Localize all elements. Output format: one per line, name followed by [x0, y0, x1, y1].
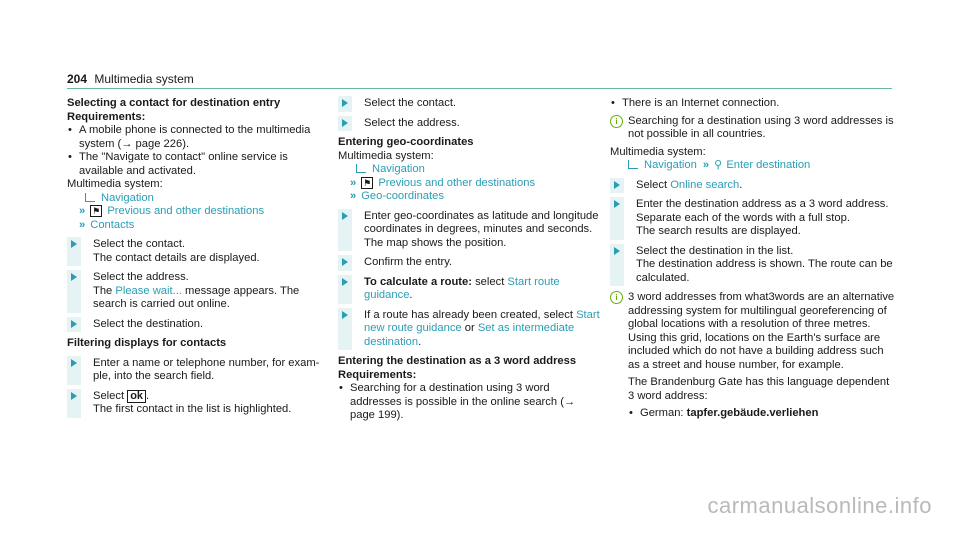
start-route-guidance-link: Start route guidance [364, 275, 560, 301]
heading-contact-entry: Selecting a contact for destination entry [67, 97, 281, 109]
heading-3word: Entering the destination as a 3 word address [338, 355, 577, 367]
header-rule [67, 88, 892, 89]
menu-label: Multimedia system: [67, 178, 163, 190]
column-1 [67, 97, 325, 423]
chevron-right-icon: » [350, 190, 357, 202]
step-confirm: Confirm the entry. [338, 256, 600, 270]
note-countries: i Searching for a destination using 3 word addresses is not possible in all countries. [610, 115, 895, 142]
step-select-address-2: Select the address. [338, 117, 600, 131]
requirement-item: • A mobile phone is connected to the multimedia system (→ page 226). [67, 124, 325, 151]
chevron-right-icon: » [79, 218, 86, 231]
step-arrow-icon [342, 258, 348, 266]
menu-path-navigation[interactable]: Navigation [67, 192, 325, 206]
info-icon: i [610, 291, 623, 304]
chevron-right-icon: » [350, 176, 357, 189]
step-select-address: Select the address. The Please wait... message appears. The search is carried out online. [67, 271, 325, 312]
please-wait-message: Please wait... [115, 284, 182, 297]
step-select-list: Select the destination in the list. The destination address is shown. The route can be calculated. [610, 245, 895, 286]
section-title: Multimedia system [94, 72, 194, 86]
menu-path-navigation[interactable]: Navigation » ⚲ Enter destination [610, 159, 895, 173]
requirements-label: Requirements: [338, 368, 417, 381]
menu-path-navigation[interactable]: Navigation [338, 163, 600, 177]
step-select-contact: Select the contact. The contact details are displayed. [67, 238, 325, 265]
menu-path-contacts[interactable]: » Contacts [79, 218, 135, 231]
flag-icon: ⚑ [92, 206, 101, 216]
step-arrow-icon [71, 392, 77, 400]
step-arrow-icon [71, 359, 77, 367]
note-what3words: i 3 word addresses from what3words are an alternative addressing system for multilingual georeferencing of global locations with a resolution of three metres. Using this grid, locations on the Earth's surface are included which do not have a building address such as a street and house number, for example. The Brandenburg Gate has this language dependent 3 word address: • German: tapfer.gebäude.verliehen [610, 291, 895, 421]
chevron-right-icon: » [79, 205, 86, 217]
step-enter-address: Enter the destination address as a 3 word address. Separate each of the words with a full stop. The search results are displayed. [610, 198, 895, 239]
step-arrow-icon [614, 200, 620, 208]
step-arrow-icon [342, 119, 348, 127]
flag-icon: ⚑ [363, 177, 372, 188]
page-number: 204 [67, 72, 88, 86]
step-select-contact-2: Select the contact. [338, 97, 600, 111]
menu-path-geo[interactable]: » Geo-coordinates [350, 190, 444, 202]
heading-filtering: Filtering displays for contacts [67, 337, 227, 349]
return-arrow-icon [356, 164, 366, 173]
heading-geo: Entering geo-coordinates [338, 136, 474, 148]
ok-button-icon: ok [127, 390, 146, 403]
online-search-link: Online search [670, 178, 740, 191]
requirement-item: • There is an Internet connection. [610, 97, 895, 111]
step-arrow-icon [614, 181, 620, 189]
step-online-search: Select Online search. [610, 179, 895, 193]
return-arrow-icon [85, 193, 95, 202]
column-2 [338, 97, 600, 423]
column-3 [610, 97, 895, 425]
step-arrow-icon [614, 247, 620, 255]
set-intermediate-link: Set as intermediate destination [364, 322, 575, 348]
step-arrow-icon [71, 240, 77, 248]
step-enter-geo: Enter geo-coordinates as latitude and longitude coordinates in degrees, minutes and seconds. The map shows the position. [338, 210, 600, 251]
step-arrow-icon [342, 99, 348, 107]
menu-path-previous[interactable]: » ⚑ Previous and other destinations [79, 205, 265, 217]
menu-label: Multimedia system: [610, 145, 706, 158]
step-enter-name: Enter a name or telephone number, for example, into the search field. [67, 357, 325, 384]
requirements-label: Requirements: [67, 110, 146, 123]
watermark: carmanualsonline.info [707, 493, 932, 518]
step-arrow-icon [342, 212, 348, 220]
page-header [67, 72, 194, 86]
info-icon: i [610, 115, 623, 128]
step-arrow-icon [71, 273, 77, 281]
return-arrow-icon [628, 160, 638, 169]
requirement-item: • Searching for a destination using 3 word addresses is possible in the online search (→ page 199). [338, 382, 600, 423]
search-icon: ⚲ [714, 159, 723, 171]
step-select-ok: Select ok . The first contact in the list is highlighted. [67, 390, 325, 417]
requirement-item: • The "Navigate to contact" online service is available and activated. [67, 151, 325, 178]
chevron-right-icon: » [702, 159, 710, 171]
step-arrow-icon [71, 320, 77, 328]
menu-label: Multimedia system: [338, 149, 434, 162]
start-new-route-link: Start new route guidance [364, 308, 600, 334]
step-arrow-icon [342, 311, 348, 319]
step-route-existing: If a route has already been created, select Start new route guidance or Set as intermediate destination. [338, 309, 600, 350]
step-select-destination: Select the destination. [67, 318, 325, 332]
step-calculate-route: To calculate a route: select Start route guidance. [338, 276, 600, 303]
menu-path-previous[interactable]: » ⚑ Previous and other destinations [350, 176, 536, 189]
step-arrow-icon [342, 278, 348, 286]
